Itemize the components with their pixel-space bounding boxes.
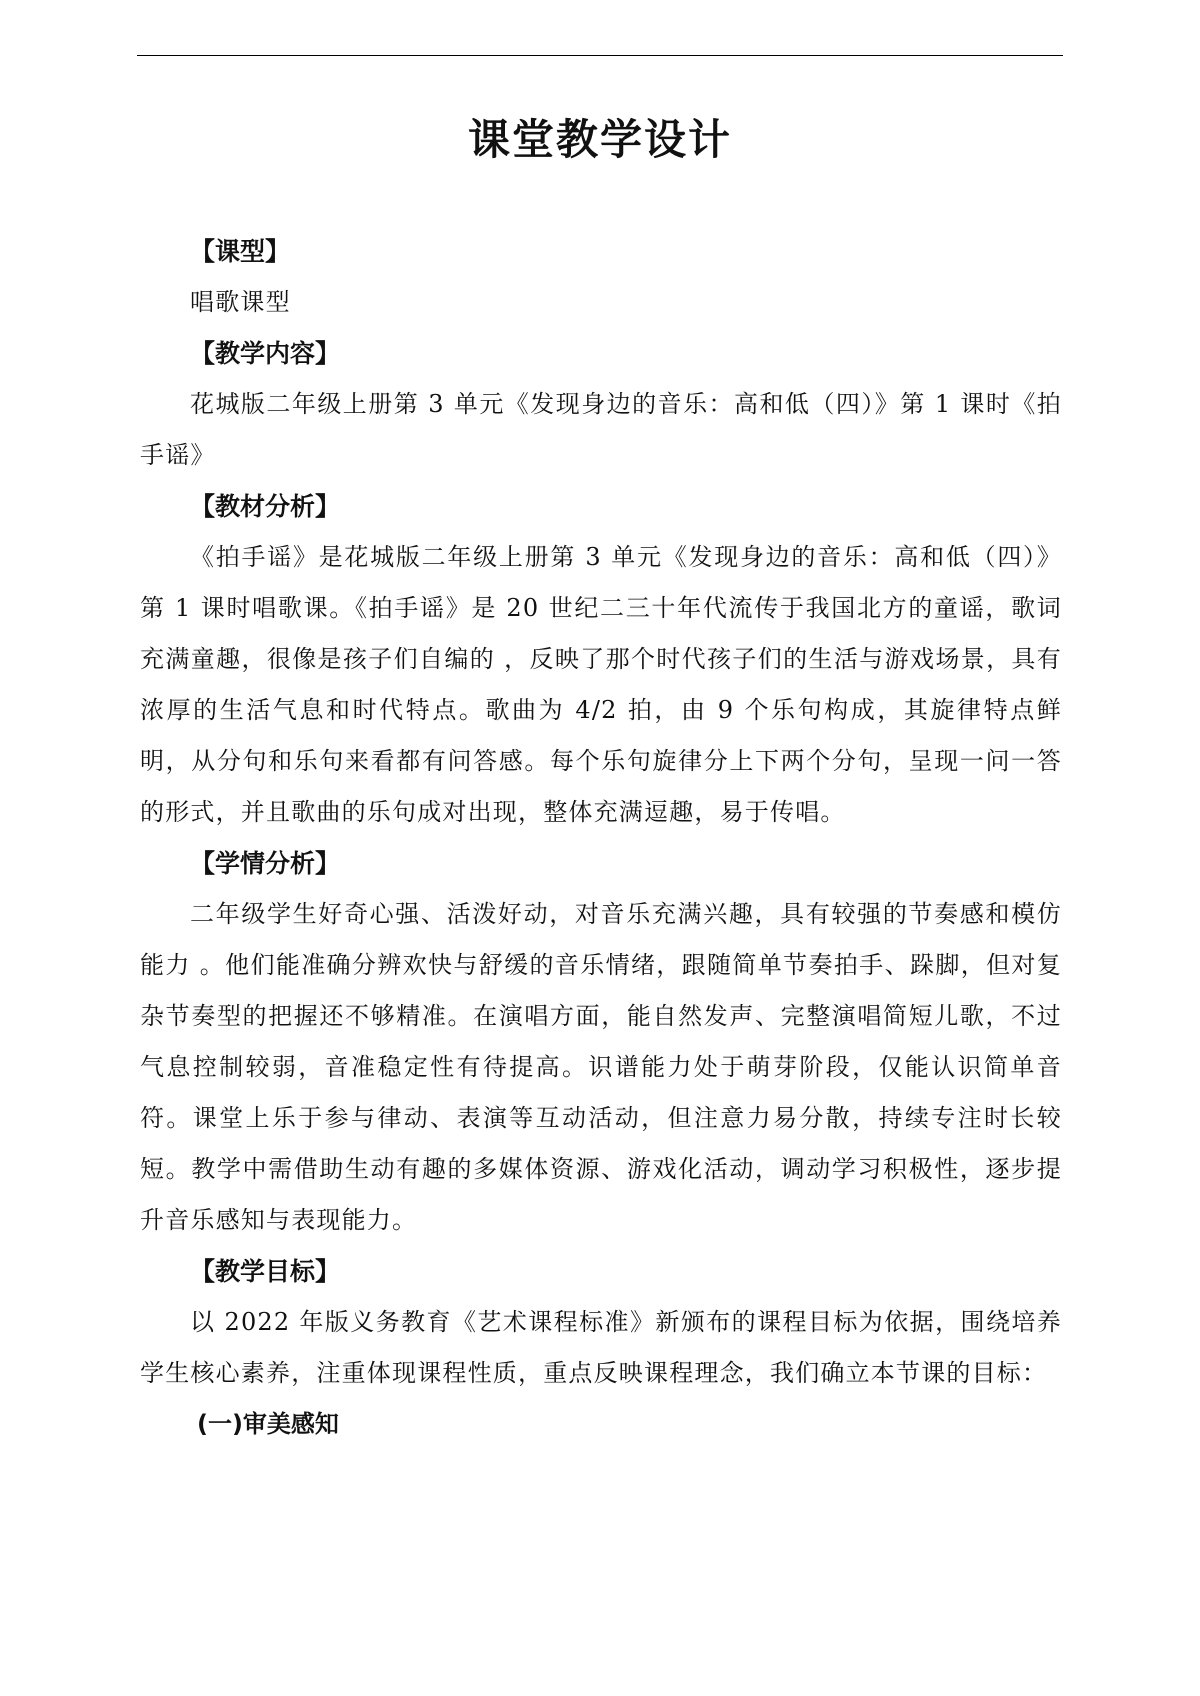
student-analysis-text: 二年级学生好奇心强、活泼好动，对音乐充满兴趣，具有较强的节奏感和模仿能力 。他们能准确分辨欢快与舒缓的音乐情绪，跟随简单节奏拍手、跺脚，但对复杂节奏型的把握还不够精准。在演唱方面，能自然发声、完整演唱简短儿歌，不过气息控制较弱，音准稳定性有待提高。识谱能力处于萌芽阶段，仅能认识简单音符。课堂上乐于参与律动、表演等互动活动，但注意力易分散，持续专注时长较短。教学中需借助生动有趣的多媒体资源、游戏化活动，调动学习积极性，逐步提升音乐感知与表现能力。 (140, 900, 1062, 1234)
objectives-subheading-aesthetic: (一)审美感知 (197, 1410, 339, 1438)
material-analysis-text: 《拍手谣》是花城版二年级上册第 3 单元《发现身边的音乐：高和低（四）》第 1 课时唱歌课。《拍手谣》是 20 世纪二三十年代流传于我国北方的童谣，歌词充满童趣，很像是孩子们自编的 ，反映了那个时代孩子们的生活与游戏场景，具有浓厚的生活气息和时代特点。歌曲为 4/2 拍，由 9 个乐句构成，其旋律特点鲜明，从分句和乐句来看都有问答感。每个乐句旋律分上下两个分句，呈现一问一答的形式，并且歌曲的乐句成对出现，整体充满逗趣，易于传唱。 (140, 543, 1062, 826)
lesson-type-text: 唱歌课型 (190, 288, 291, 316)
section-heading-lesson-type: 【课型】 (190, 237, 291, 266)
section-heading-student-analysis: 【学情分析】 (190, 849, 341, 878)
section-heading-content: 【教学内容】 (190, 339, 341, 368)
document-body (140, 226, 1062, 1450)
section-heading-material-analysis: 【教材分析】 (190, 492, 341, 521)
header-rule (137, 55, 1063, 56)
document-title: 课堂教学设计 (467, 115, 732, 164)
section-heading-objectives: 【教学目标】 (190, 1257, 341, 1286)
objectives-text: 以 2022 年版义务教育《艺术课程标准》新颁布的课程目标为依据，围绕培养学生核心素养，注重体现课程性质，重点反映课程理念，我们确立本节课的目标： (140, 1308, 1062, 1387)
content-text: 花城版二年级上册第 3 单元《发现身边的音乐：高和低（四）》第 1 课时《拍手谣》 (140, 390, 1062, 469)
